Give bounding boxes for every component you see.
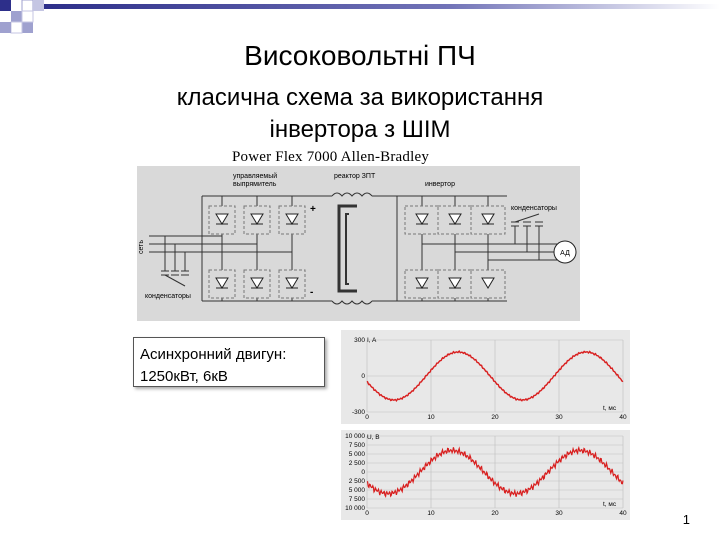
x-tick-label: 30	[555, 510, 563, 517]
slide-subtitle-line1: класична схема за використання	[176, 84, 544, 111]
caps-right-label: конденсаторы	[511, 205, 557, 212]
y-tick-label: 2 500	[348, 460, 365, 467]
x-tick-label: 0	[365, 510, 369, 517]
inverter-label: инвертор	[425, 181, 455, 188]
y-tick-label: 7 500	[348, 442, 365, 449]
motor-label: АД	[560, 250, 570, 257]
y-tick-label: 300	[354, 337, 365, 344]
schematic-diagram	[137, 166, 580, 321]
rectifier-label-2: выпрямитель	[233, 181, 277, 188]
current-waveform-plot	[341, 330, 630, 424]
voltage-ylabel: U, B	[367, 434, 380, 441]
y-tick-label: 7 500	[348, 496, 365, 503]
y-tick-label: 0	[361, 469, 365, 476]
voltage-xlabel: t, мс	[603, 501, 617, 508]
grid-label: сеть	[138, 239, 145, 254]
schematic-reference: Power Flex 7000 Allen-Bradley	[232, 149, 430, 165]
current-ylabel: I, A	[367, 337, 377, 344]
voltage-waveform-plot	[341, 430, 630, 520]
page-number: 1	[682, 512, 690, 527]
plus-label: +	[310, 204, 316, 215]
x-tick-label: 0	[365, 414, 369, 421]
motor-info-box	[133, 337, 325, 387]
slide-subtitle-line2: інвертора з ШІМ	[269, 116, 451, 143]
current-xlabel: t, мс	[603, 405, 617, 412]
motor-info-line2: 1250кВт, 6кВ	[140, 368, 228, 385]
caps-left-label: конденсаторы	[145, 293, 191, 300]
y-tick-label: 2 500	[348, 478, 365, 485]
x-tick-label: 40	[619, 414, 627, 421]
minus-label: -	[310, 287, 314, 298]
slide-title: Високовольтні ПЧ	[244, 40, 476, 71]
x-tick-label: 20	[491, 414, 499, 421]
y-tick-label: 10 000	[345, 505, 365, 512]
y-tick-label: 0	[361, 373, 365, 380]
x-tick-label: 40	[619, 510, 627, 517]
x-tick-label: 10	[427, 414, 435, 421]
rectifier-label-1: управляемый	[233, 173, 278, 180]
x-tick-label: 20	[491, 510, 499, 517]
reactor-label: реактор ЗПТ	[334, 173, 376, 180]
x-tick-label: 10	[427, 510, 435, 517]
y-tick-label: 5 000	[348, 451, 365, 458]
motor-info-line1: Асинхронний двигун:	[140, 346, 287, 363]
y-tick-label: -300	[351, 409, 365, 416]
x-tick-label: 30	[555, 414, 563, 421]
y-tick-label: 10 000	[345, 433, 365, 440]
y-tick-label: 5 000	[348, 487, 365, 494]
